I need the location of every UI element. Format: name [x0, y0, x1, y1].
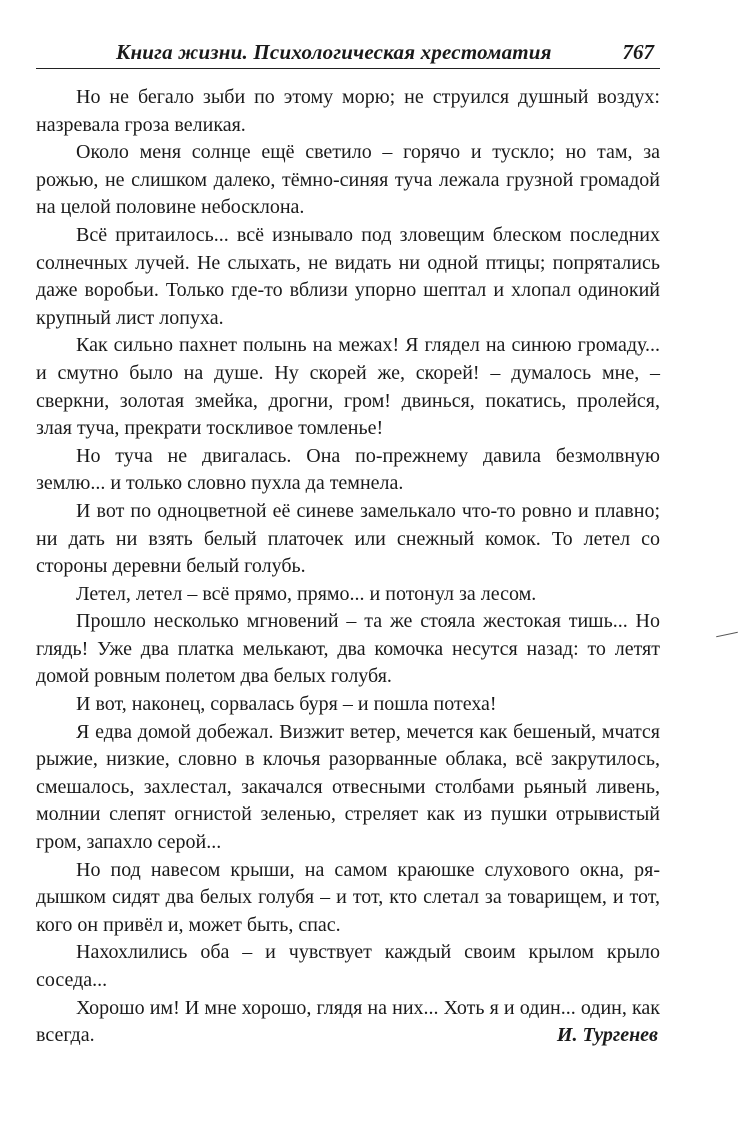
paragraph: Как сильно пахнет полынь на межах! Я глядел на синюю громаду... и смутно было на душе. Ну скорей же, скорей! – думалось мне, – сверкни, золотая змейка, дрогни, гром! двинься, покатись, пролейся, злая туча, прекрати тоскливое томленье! [36, 334, 660, 440]
paragraph: Но под навесом крыши, на самом краюшке слухового окна, рядышком сидят два белых голубя – и тот, кто слетал за товарищем, и тот, кого он привёл и, может быть, спас. [36, 858, 660, 936]
book-title: Книга жизни. Психологическая хрестоматия [116, 40, 552, 64]
scan-edge-mark [716, 632, 738, 638]
author-signature: И. Тургенев [556, 1024, 658, 1046]
paragraph: Я едва домой добежал. Визжит ветер, мечется как бешеный, мчатся рыжие, низкие, словно в клочья разорванные облака, всё закрутилось, смешалось, захлестал, закачался отвесными столбами рьяный ливень, молнии слепят огнистой зеленью, стреляет как из пушки отрывистый гром, запахло серой... [36, 720, 660, 854]
paragraph: И вот по одноцветной её синеве замелькало что-то ровно и плавно; ни дать ни взять белый платочек или снежный комок. То летел со стороны деревни белый голубь. [36, 499, 660, 578]
paragraph: Около меня солнце ещё светило – горячо и тускло; но там, за рожью, не слишком далеко, тёмно-синяя туча лежала грузной громадой на целой половине небосклона. [36, 141, 660, 219]
poem-text [36, 84, 660, 1050]
paragraph: Всё притаилось... всё изнывало под зловещим блеском последних солнечных лучей. Не слыхать, не видать ни одной птицы; попрятались даже воробьи. Только где-то вблизи упорно шептал и хлопал одинокий крупный лист лопуха. [36, 223, 660, 329]
paragraph: Нахохлились оба – и чувствует каждый своим крылом крыло соседа... [36, 941, 660, 991]
paragraph: Летел, летел – всё прямо, прямо... и потонул за лесом. [76, 582, 537, 605]
running-header [36, 40, 660, 68]
paragraph: Но не бегало зыби по этому морю; не струился душный воздух: назревала гроза великая. [36, 86, 660, 136]
page-number: 767 [622, 40, 654, 64]
paragraph: Но туча не двигалась. Она по-прежнему давила безмолвную землю... и только словно пухла да темнела. [36, 444, 660, 495]
paragraph: Прошло несколько мгновений – та же стояла жестокая тишь... Но глядь! Уже два платка мелькают, два комочка несутся назад: то летят домой ровным полетом два белых голубя. [36, 610, 660, 688]
header-divider [36, 68, 660, 69]
paragraph: Хорошо им! И мне хорошо, глядя на них... Хоть я и один... один, как всегда. [36, 996, 660, 1047]
paragraph: И вот, наконец, сорвалась буря – и пошла потеха! [76, 693, 497, 716]
